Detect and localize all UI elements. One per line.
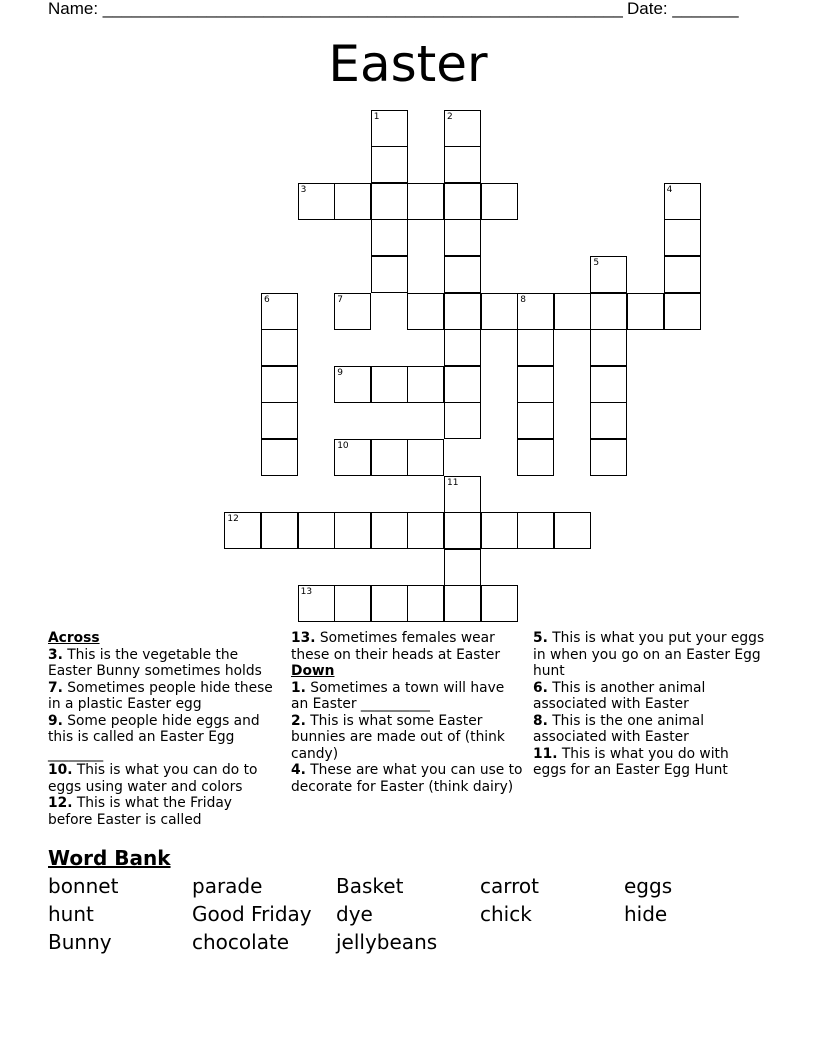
word-bank-word: parade <box>192 874 263 898</box>
clue-number: 10 <box>337 441 349 451</box>
grid-cell[interactable] <box>444 256 481 293</box>
clue-item <box>291 630 523 663</box>
word-bank-title: Word Bank <box>48 846 171 870</box>
clue-item <box>48 647 280 680</box>
word-bank-word: chick <box>480 902 532 926</box>
grid-cell[interactable] <box>334 183 371 220</box>
clue-number: 1 <box>373 111 380 122</box>
clue-item <box>48 762 280 795</box>
clue-number: 9 <box>337 367 343 378</box>
word-bank-word: Good Friday <box>192 902 312 926</box>
clue-item-text: This is what some Easter bunnies are made out of (think candy) <box>291 712 505 762</box>
grid-cell[interactable] <box>664 219 701 256</box>
grid-cell[interactable] <box>554 293 591 330</box>
clue-item-number: 3. <box>48 646 63 663</box>
clue-item <box>533 746 765 779</box>
grid-cell[interactable] <box>664 183 701 220</box>
clue-item <box>291 680 523 713</box>
clue-item-number: 12. <box>48 795 73 811</box>
grid-cell[interactable] <box>590 329 627 366</box>
clue-item-number: 4. <box>291 762 306 778</box>
clue-item-text: This is what the Friday before Easter is called <box>48 795 232 828</box>
clue-item <box>533 713 765 746</box>
date-field[interactable]: Date: _______ <box>627 0 739 18</box>
word-bank-word: hunt <box>48 902 94 926</box>
grid-cell[interactable] <box>261 366 298 403</box>
clue-item-text: This is the one animal associated with Easter <box>533 712 705 745</box>
grid-cell[interactable] <box>517 366 554 403</box>
clue-item-text: Some people hide eggs and this is called an Easter Egg ________ <box>48 712 260 762</box>
grid-cell[interactable] <box>371 439 408 476</box>
clue-number: 7 <box>337 294 343 305</box>
clue-number: 11 <box>447 477 459 488</box>
word-bank-word: hide <box>624 902 668 926</box>
grid-cell[interactable] <box>444 585 481 622</box>
grid-cell[interactable] <box>444 549 481 586</box>
clue-item <box>291 713 523 763</box>
clue-number: 13 <box>300 587 313 598</box>
grid-cell[interactable] <box>664 293 701 330</box>
clue-item-number: 10. <box>48 762 73 778</box>
grid-cell[interactable] <box>481 293 518 330</box>
grid-cell[interactable] <box>517 402 554 439</box>
clue-item-number: 13. <box>291 630 316 646</box>
clue-item <box>48 713 280 763</box>
clue-item-text: This is the vegetable the Easter Bunny sometimes holds <box>48 646 262 679</box>
grid-cell[interactable] <box>371 366 408 403</box>
clue-item-text: This is another animal associated with Easter <box>533 679 706 712</box>
down-heading: Down <box>291 663 335 679</box>
word-bank-word: dye <box>336 902 373 926</box>
clues-column-2 <box>291 630 523 795</box>
grid-cell[interactable] <box>224 512 261 549</box>
word-bank-word: Basket <box>336 874 404 898</box>
clue-number: 3 <box>300 184 307 195</box>
clue-item-text: These are what you can use to decorate for Easter (think dairy) <box>291 762 523 795</box>
grid-cell[interactable] <box>590 293 627 330</box>
clue-item <box>291 762 523 795</box>
grid-cell[interactable] <box>334 512 371 549</box>
grid-cell[interactable] <box>371 146 408 183</box>
grid-cell[interactable] <box>517 293 554 330</box>
grid-cell[interactable] <box>444 183 481 220</box>
grid-cell[interactable] <box>407 366 444 403</box>
grid-cell[interactable] <box>517 512 554 549</box>
word-bank-word: chocolate <box>192 930 290 954</box>
clue-item-text: This is what you put your eggs in when you go on an Easter Egg hunt <box>533 630 765 679</box>
clue-item-text: Sometimes people hide these in a plastic Easter egg <box>48 679 273 712</box>
clues-column-3 <box>533 630 765 779</box>
name-field[interactable]: Name: _______________________________________________________ <box>48 0 623 18</box>
grid-cell[interactable] <box>371 183 408 220</box>
clue-item-number: 9. <box>48 712 63 729</box>
word-bank-word: Bunny <box>48 930 112 954</box>
grid-cell[interactable] <box>590 366 627 403</box>
grid-cell[interactable] <box>664 256 701 293</box>
grid-cell[interactable] <box>334 585 371 622</box>
page-title: Easter <box>328 35 488 93</box>
grid-cell[interactable] <box>407 585 444 622</box>
grid-cell[interactable] <box>444 329 481 366</box>
clue-item-number: 2. <box>291 712 306 729</box>
clue-number: 8 <box>520 294 526 305</box>
grid-cell[interactable] <box>444 146 481 183</box>
grid-cell[interactable] <box>261 293 298 330</box>
clue-number: 2 <box>447 111 453 122</box>
word-bank-word: carrot <box>480 874 539 898</box>
grid-cell[interactable] <box>407 439 444 476</box>
clue-number: 5 <box>593 258 600 268</box>
grid-cell[interactable] <box>261 512 298 549</box>
grid-cell[interactable] <box>481 512 518 549</box>
grid-cell[interactable] <box>407 293 444 330</box>
clue-item-text: Sometimes females wear these on their heads at Easter <box>291 630 501 663</box>
grid-cell[interactable] <box>261 329 298 366</box>
grid-cell[interactable] <box>444 110 481 147</box>
word-bank-word: bonnet <box>48 874 119 898</box>
clue-item-text: This is what you do with eggs for an Easter Egg Hunt <box>533 745 729 778</box>
grid-cell[interactable] <box>481 183 518 220</box>
grid-cell[interactable] <box>590 256 627 293</box>
grid-cell[interactable] <box>298 585 335 622</box>
grid-cell[interactable] <box>517 439 554 476</box>
clue-item <box>48 795 280 828</box>
clue-item <box>533 630 765 680</box>
clue-item-number: 5. <box>533 630 548 646</box>
grid-cell[interactable] <box>554 512 591 549</box>
grid-cell[interactable] <box>481 585 518 622</box>
grid-cell[interactable] <box>627 293 664 330</box>
grid-cell[interactable] <box>590 402 627 439</box>
grid-cell[interactable] <box>517 329 554 366</box>
clue-item-text: Sometimes a town will have an Easter __________ <box>291 679 505 712</box>
word-bank-word: jellybeans <box>336 930 438 954</box>
grid-cell[interactable] <box>298 512 335 549</box>
clues-column-1 <box>48 630 280 828</box>
across-heading: Across <box>48 630 100 646</box>
grid-cell[interactable] <box>444 366 481 403</box>
grid-cell[interactable] <box>407 512 444 549</box>
grid-cell[interactable] <box>334 293 371 330</box>
clue-item <box>533 680 765 713</box>
grid-cell[interactable] <box>334 439 371 476</box>
grid-cell[interactable] <box>371 585 408 622</box>
clue-number: 4 <box>666 184 673 195</box>
grid-cell[interactable] <box>407 183 444 220</box>
grid-cell[interactable] <box>444 219 481 256</box>
grid-cell[interactable] <box>298 183 335 220</box>
clue-item-text: This is what you can do to eggs using water and colors <box>48 762 258 795</box>
grid-cell[interactable] <box>371 256 408 293</box>
clue-item-number: 1. <box>291 679 306 696</box>
grid-cell[interactable] <box>444 512 481 549</box>
grid-cell[interactable] <box>444 476 481 513</box>
grid-cell[interactable] <box>590 439 627 476</box>
grid-cell[interactable] <box>261 402 298 439</box>
clue-item <box>48 680 280 713</box>
grid-cell[interactable] <box>371 219 408 256</box>
clue-item-number: 11. <box>533 745 558 762</box>
grid-cell[interactable] <box>444 402 481 439</box>
clue-item-number: 7. <box>48 679 63 696</box>
grid-cell[interactable] <box>261 439 298 476</box>
grid-cell[interactable] <box>371 110 408 147</box>
grid-cell[interactable] <box>334 366 371 403</box>
word-bank-word: eggs <box>624 874 673 898</box>
clue-number: 12 <box>227 514 239 525</box>
grid-cell[interactable] <box>371 512 408 549</box>
clue-item-number: 6. <box>533 679 548 696</box>
grid-cell[interactable] <box>444 293 481 330</box>
clue-number: 6 <box>264 294 270 305</box>
clue-item-number: 8. <box>533 712 548 729</box>
